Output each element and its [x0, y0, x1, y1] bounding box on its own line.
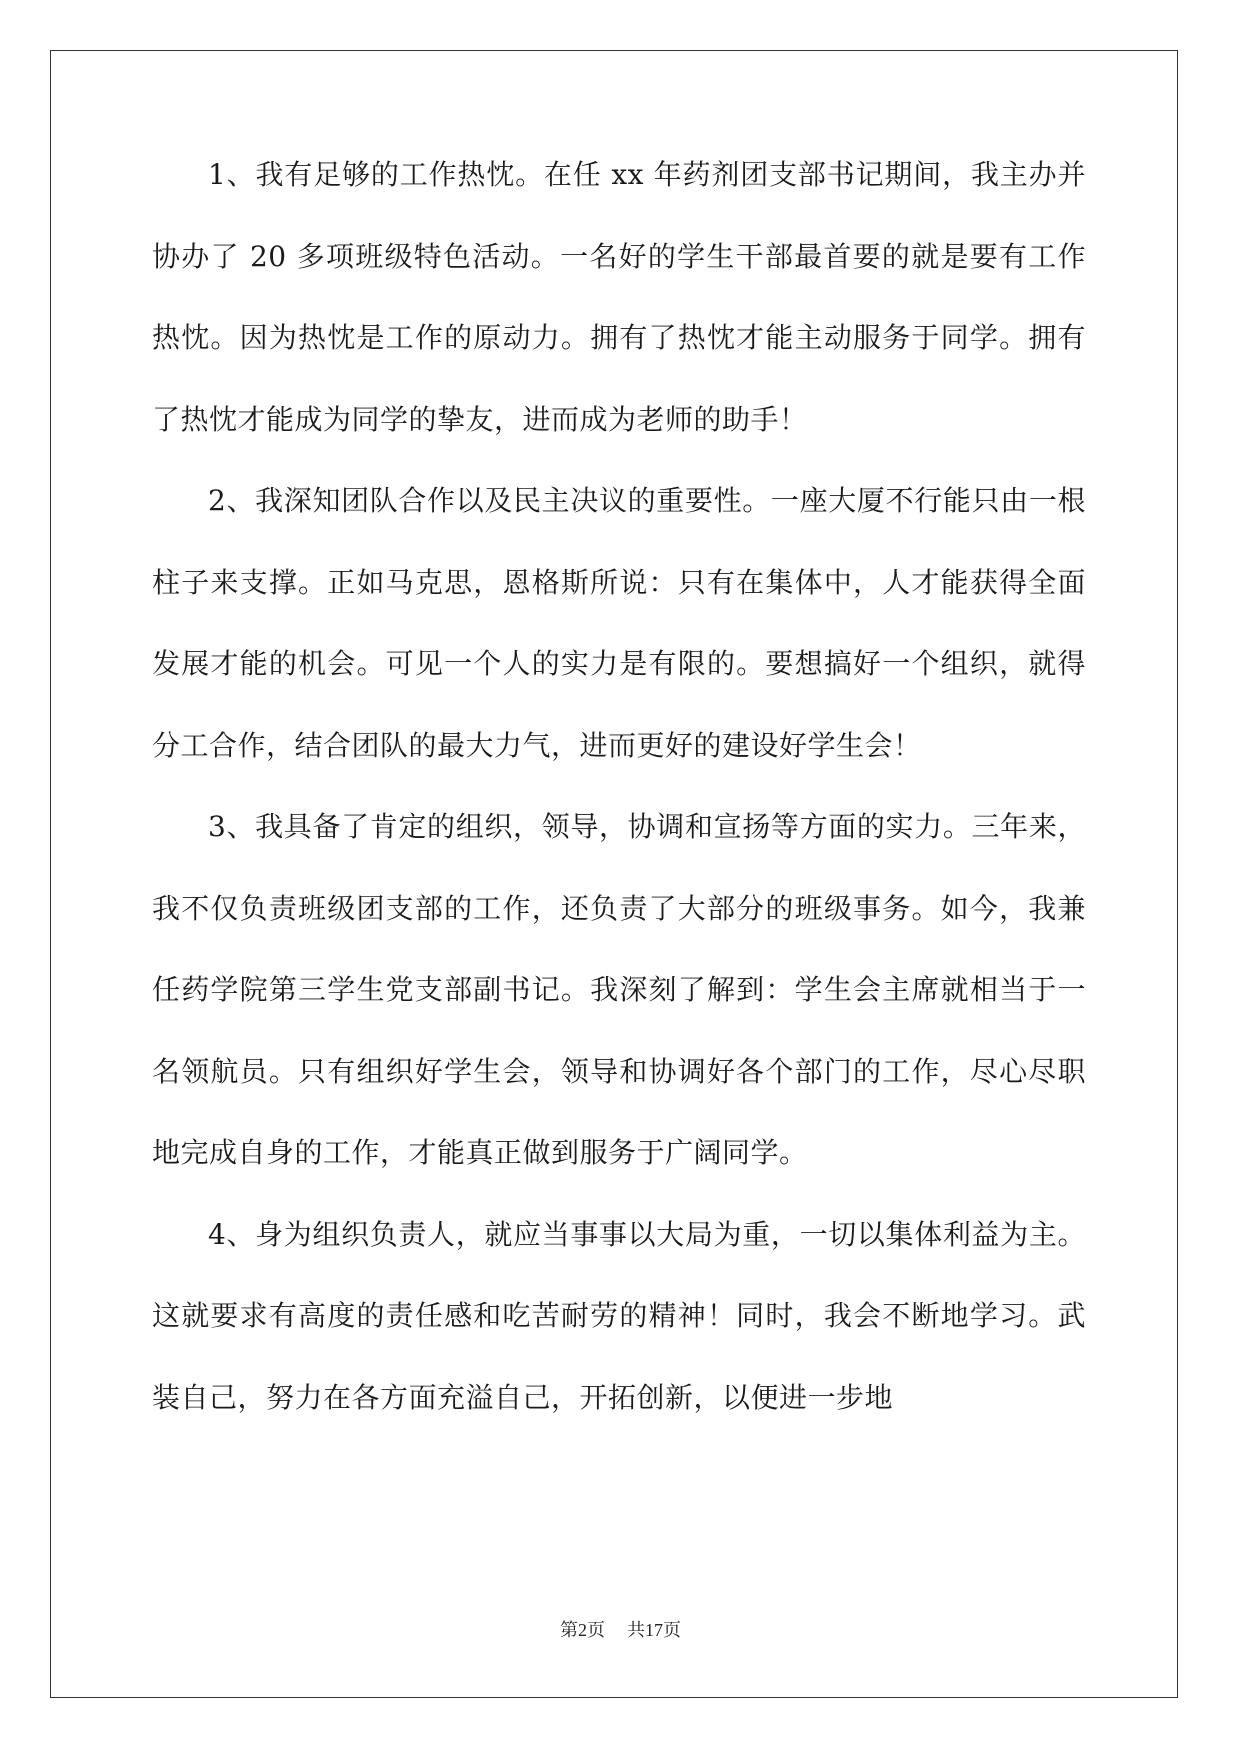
paragraph-1: 1、我有足够的工作热忱。在任 xx 年药剂团支部书记期间，我主办并协办了 20 多项班级特色活动。一名好的学生干部最首要的就是要有工作热忱。因为热忱是工作的原动力。拥有了热忱才能主动服务于同学。拥有了热忱才能成为同学的挚友，进而成为老师的助手！	[152, 158, 1086, 436]
page-footer	[0, 1616, 1241, 1642]
document-body	[152, 160, 1086, 1464]
paragraph-4: 4、身为组织负责人，就应当事事以大局为重，一切以集体利益为主。这就要求有高度的责任感和吃苦耐劳的精神！同时，我会不断地学习。武装自己，努力在各方面充溢自己，开拓创新，以便进一步地	[152, 1217, 1086, 1414]
paragraph-3: 3、我具备了肯定的组织，领导，协调和宣扬等方面的实力。三年来，我不仅负责班级团支部的工作，还负责了大部分的班级事务。如今，我兼任药学院第三学生党支部副书记。我深刻了解到：学生会主席就相当于一名领航员。只有组织好学生会，领导和协调好各个部门的工作，尽心尽职地完成自身的工作，才能真正做到服务于广阔同学。	[152, 810, 1086, 1169]
page-total: 共17页	[627, 1620, 681, 1640]
paragraph-2: 2、我深知团队合作以及民主决议的重要性。一座大厦不行能只由一根柱子来支撑。正如马克思，恩格斯所说：只有在集体中，人才能获得全面发展才能的机会。可见一个人的实力是有限的。要想搞好一个组织，就得分工合作，结合团队的最大力气，进而更好的建设好学生会！	[152, 484, 1086, 762]
page-number: 第2页	[560, 1620, 605, 1640]
